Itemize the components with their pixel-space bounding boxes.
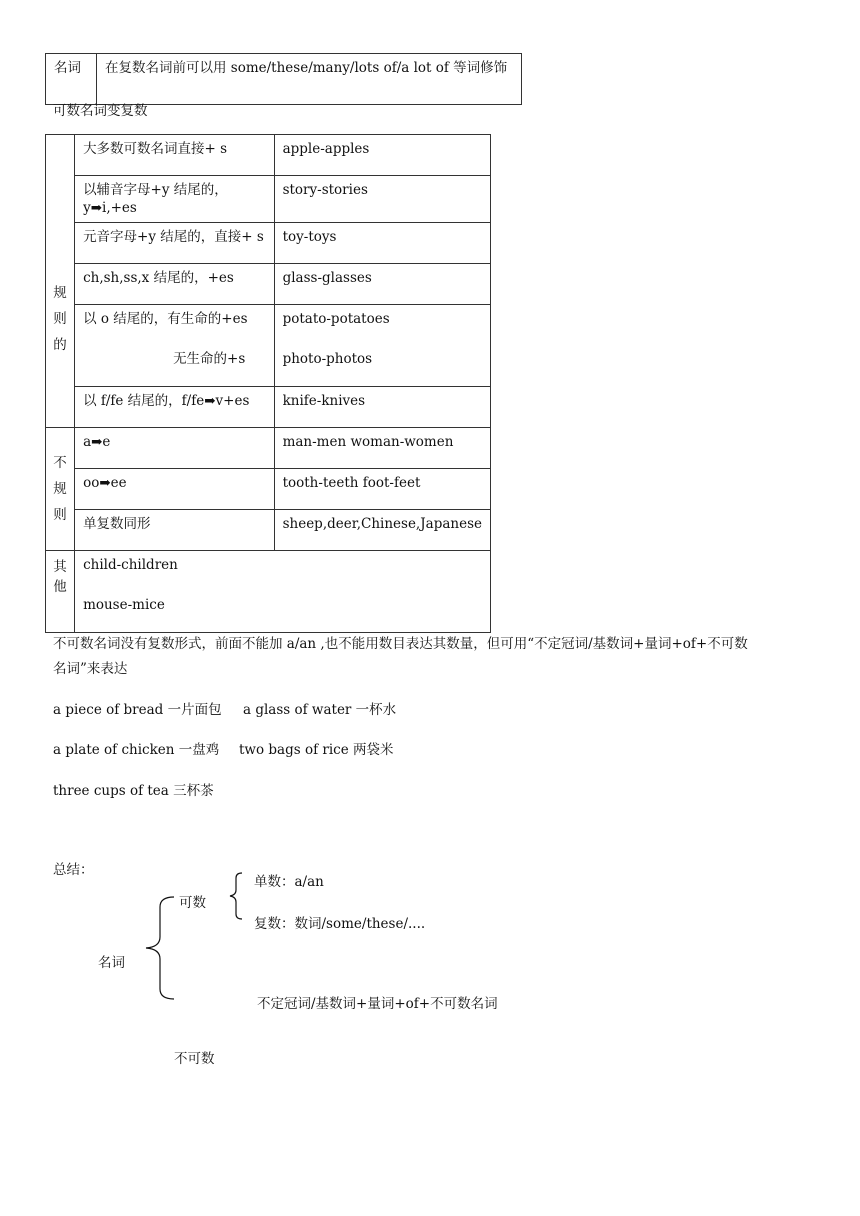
rule-cell: oo➡ee xyxy=(75,469,275,510)
plural-table xyxy=(45,134,491,633)
summary-uncountable: 不可数 xyxy=(174,1051,215,1067)
category-irregular: 不 规 则 xyxy=(46,428,75,551)
example-phrase: a plate of chicken 一盘鸡 xyxy=(53,742,220,758)
example-phrase: two bags of rice 两袋米 xyxy=(239,742,394,758)
rule-o-animate: 以 o 结尾的，有生命的+es xyxy=(83,311,248,327)
example-cell: apple-apples xyxy=(274,135,490,176)
top-table xyxy=(45,53,522,105)
example-phrase: a piece of bread 一片面包 xyxy=(53,702,222,718)
example-cell: toy-toys xyxy=(274,223,490,264)
uncountable-para-1: 不可数名词没有复数形式，前面不能加 a/an ,也不能用数目表达其数量，但可用“不定冠词/基数词+量词+of+不可数 xyxy=(53,636,748,652)
category-other: 其 他 xyxy=(46,551,75,633)
rule-cell-o xyxy=(75,305,275,387)
rule-cell: 大多数可数名词直接+ s xyxy=(75,135,275,176)
summary-countable: 可数 xyxy=(179,895,206,911)
example-o-2: photo-photos xyxy=(282,351,373,367)
summary-title: 总结： xyxy=(53,862,94,878)
summary-uncountable-expr: 不定冠词/基数词+量词+of+不可数名词 xyxy=(257,996,498,1012)
summary-singular: 单数：a/an xyxy=(254,874,324,890)
other-line-2: mouse-mice xyxy=(83,597,165,613)
other-cell xyxy=(75,551,491,633)
example-cell-o xyxy=(274,305,490,387)
top-table-text: 在复数名词前可以用 some/these/many/lots of/a lot of 等词修饰 xyxy=(97,54,522,105)
rule-cell: a➡e xyxy=(75,428,275,469)
summary-plural: 复数：数词/some/these/.... xyxy=(254,916,426,932)
rule-cell: 以 f/fe 结尾的，f/fe➡v+es xyxy=(75,387,275,428)
rule-cell: ch,sh,ss,x 结尾的，+es xyxy=(75,264,275,305)
rule-cell: 单复数同形 xyxy=(75,510,275,551)
rule-o-inanimate: 无生命的+s xyxy=(173,351,246,367)
other-line-1: child-children xyxy=(83,557,178,573)
example-cell: tooth-teeth foot-feet xyxy=(274,469,490,510)
section-heading: 可数名词变复数 xyxy=(53,103,148,119)
example-phrase: a glass of water 一杯水 xyxy=(243,702,397,718)
example-o-1: potato-potatoes xyxy=(282,311,390,327)
category-regular: 规 则 的 xyxy=(46,135,75,428)
example-cell: man-men woman-women xyxy=(274,428,490,469)
example-cell: sheep,deer,Chinese,Japanese xyxy=(274,510,490,551)
example-cell: story-stories xyxy=(274,176,490,223)
large-brace-icon xyxy=(140,893,180,1003)
example-cell: glass-glasses xyxy=(274,264,490,305)
rule-cell: 以辅音字母+y 结尾的，y➡i,+es xyxy=(75,176,275,223)
example-phrase: three cups of tea 三杯茶 xyxy=(53,783,214,799)
summary-root: 名词 xyxy=(98,955,125,971)
example-cell: knife-knives xyxy=(274,387,490,428)
top-table-label: 名词 xyxy=(46,54,97,105)
rule-cell: 元音字母+y 结尾的，直接+ s xyxy=(75,223,275,264)
small-brace-icon xyxy=(226,871,246,921)
uncountable-para-2: 名词”来表达 xyxy=(53,661,128,677)
